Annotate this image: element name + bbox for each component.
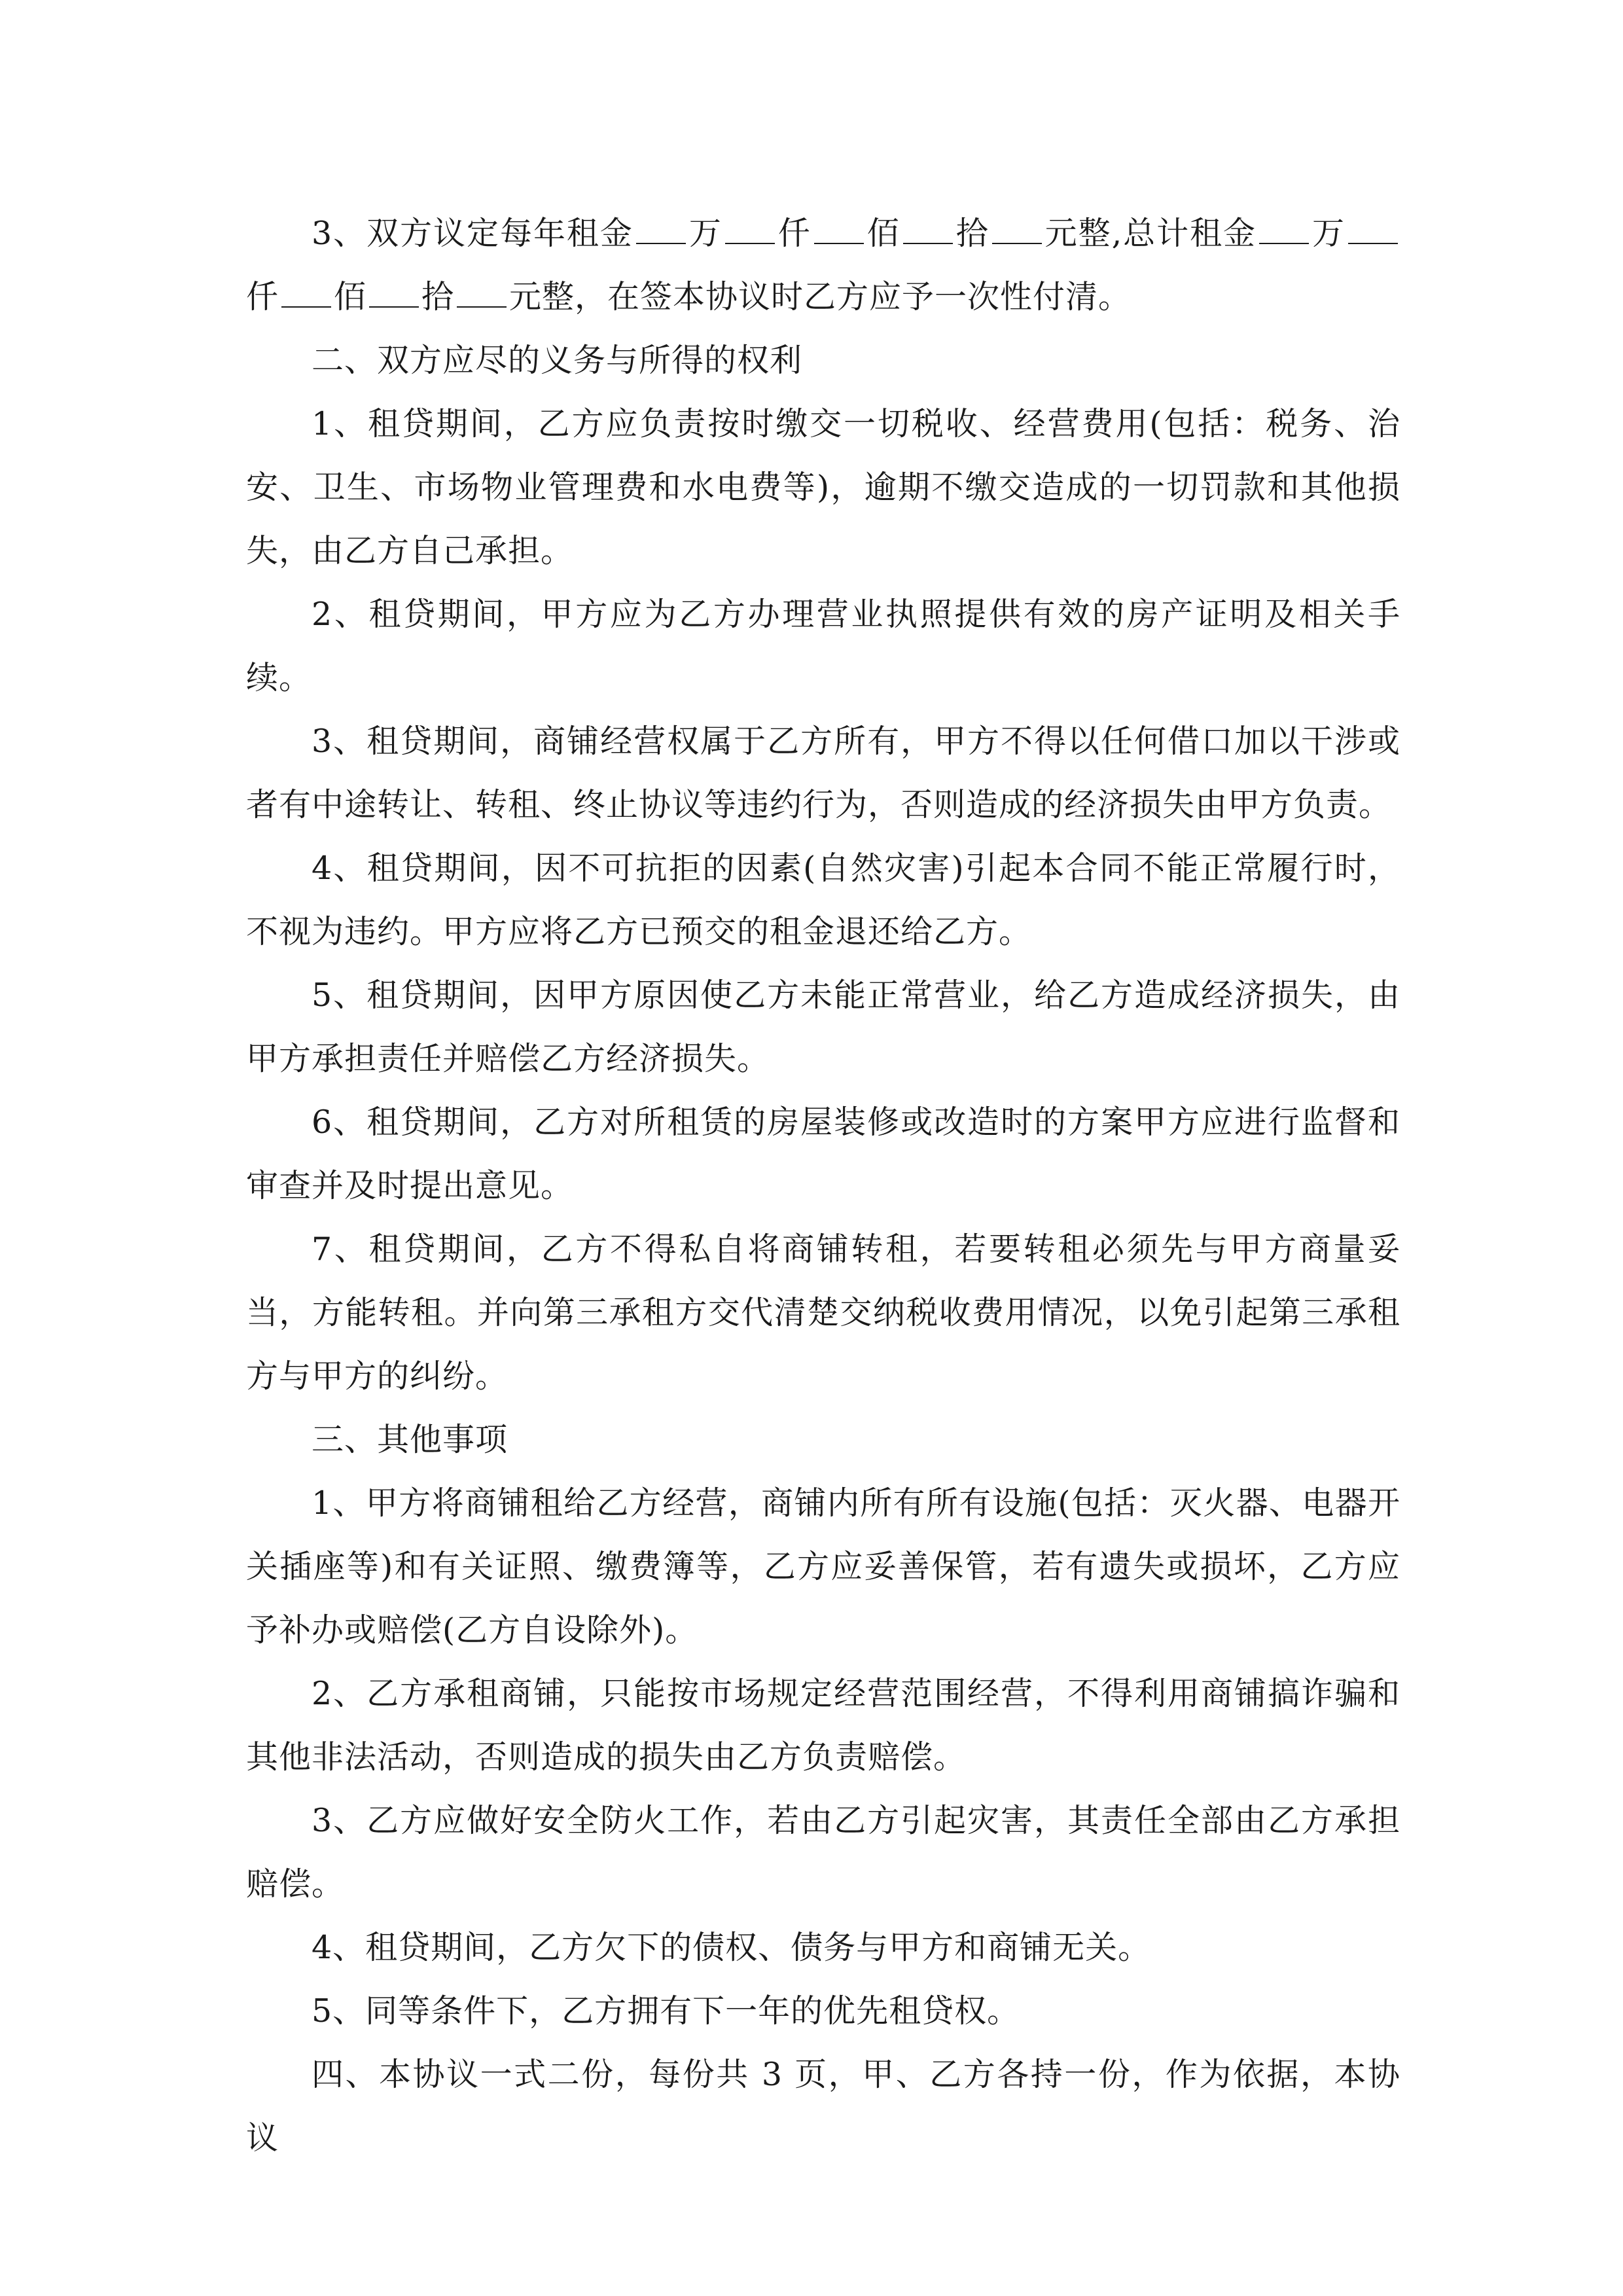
clause-paragraph: 1、甲方将商铺租给乙方经营，商铺内所有所有设施(包括：灭火器、电器开关插座等)和有关证照、缴费簿等，乙方应妥善保管，若有遗失或损坏，乙方应予补办或赔偿(乙方自设除外)。 [246,1484,1400,1649]
blank-field [369,305,419,308]
section-heading-obligations: 二、双方应尽的义务与所得的权利 [312,342,803,379]
section-heading-agreement-copies: 四、本协议一式二份，每份共 3 页，甲、乙方各持一份，作为依据，本协议 [246,2056,1400,2157]
clause-paragraph: 5、租贷期间，因甲方原因使乙方未能正常营业，给乙方造成经济损失，由甲方承担责任并赔偿乙方经济损失。 [246,977,1400,1077]
clause-paragraph: 3、乙方应做好安全防火工作，若由乙方引起灾害，其责任全部由乙方承担赔偿。 [246,1802,1400,1903]
rent-clause-prefix: 3、双方议定每年租金 [312,215,633,252]
rent-unit: 元整,总计租金 [1044,215,1257,252]
clause-paragraph: 4、租贷期间，因不可抗拒的因素(自然灾害)引起本合同不能正常履行时，不视为违约。甲方应将乙方已预交的租金退还给乙方。 [246,850,1400,950]
clause-paragraph: 5、同等条件下，乙方拥有下一年的优先租贷权。 [312,1992,1020,2030]
section-heading-other-matters: 三、其他事项 [312,1421,508,1458]
clause-paragraph: 2、租贷期间，甲方应为乙方办理营业执照提供有效的房产证明及相关手续。 [246,596,1400,696]
rent-unit: 仟 [777,215,812,252]
blank-field [1348,242,1398,244]
blank-field [725,242,775,244]
blank-field [903,242,953,244]
document-body [246,202,1400,2170]
blank-field [814,242,864,244]
blank-field [281,305,331,308]
rent-unit: 仟 [246,278,279,315]
rent-unit: 元整，在签本协议时乙方应予一次性付清。 [509,278,1132,315]
rent-unit: 拾 [955,215,990,252]
blank-field [457,305,507,308]
rent-unit: 万 [1311,215,1346,252]
rent-unit: 万 [688,215,722,252]
clause-paragraph: 1、租贷期间，乙方应负责按时缴交一切税收、经营费用(包括：税务、治安、卫生、市场物业管理费和水电费等)，逾期不缴交造成的一切罚款和其他损失，由乙方自己承担。 [246,405,1400,569]
clause-paragraph: 2、乙方承租商铺，只能按市场规定经营范围经营，不得利用商铺搞诈骗和其他非法活动，否则造成的损失由乙方负责赔偿。 [246,1675,1400,1776]
clause-paragraph: 3、租贷期间，商铺经营权属于乙方所有，甲方不得以任何借口加以干涉或者有中途转让、转租、终止协议等违约行为，否则造成的经济损失由甲方负责。 [246,723,1400,823]
clause-paragraph: 7、租贷期间，乙方不得私自将商铺转租，若要转租必须先与甲方商量妥当，方能转租。并向第三承租方交代清楚交纳税收费用情况，以免引起第三承租方与甲方的纠纷。 [246,1230,1400,1395]
blank-field [992,242,1042,244]
clause-paragraph: 6、租贷期间，乙方对所租赁的房屋装修或改造时的方案甲方应进行监督和审查并及时提出意见。 [246,1103,1400,1204]
clause-paragraph: 4、租贷期间，乙方欠下的债权、债务与甲方和商铺无关。 [312,1929,1151,1966]
rent-unit: 佰 [866,215,901,252]
blank-field [1259,242,1309,244]
blank-field [636,242,686,244]
rent-unit: 佰 [334,278,367,315]
rent-clause-paragraph [246,202,1400,329]
rent-unit: 拾 [421,278,455,315]
